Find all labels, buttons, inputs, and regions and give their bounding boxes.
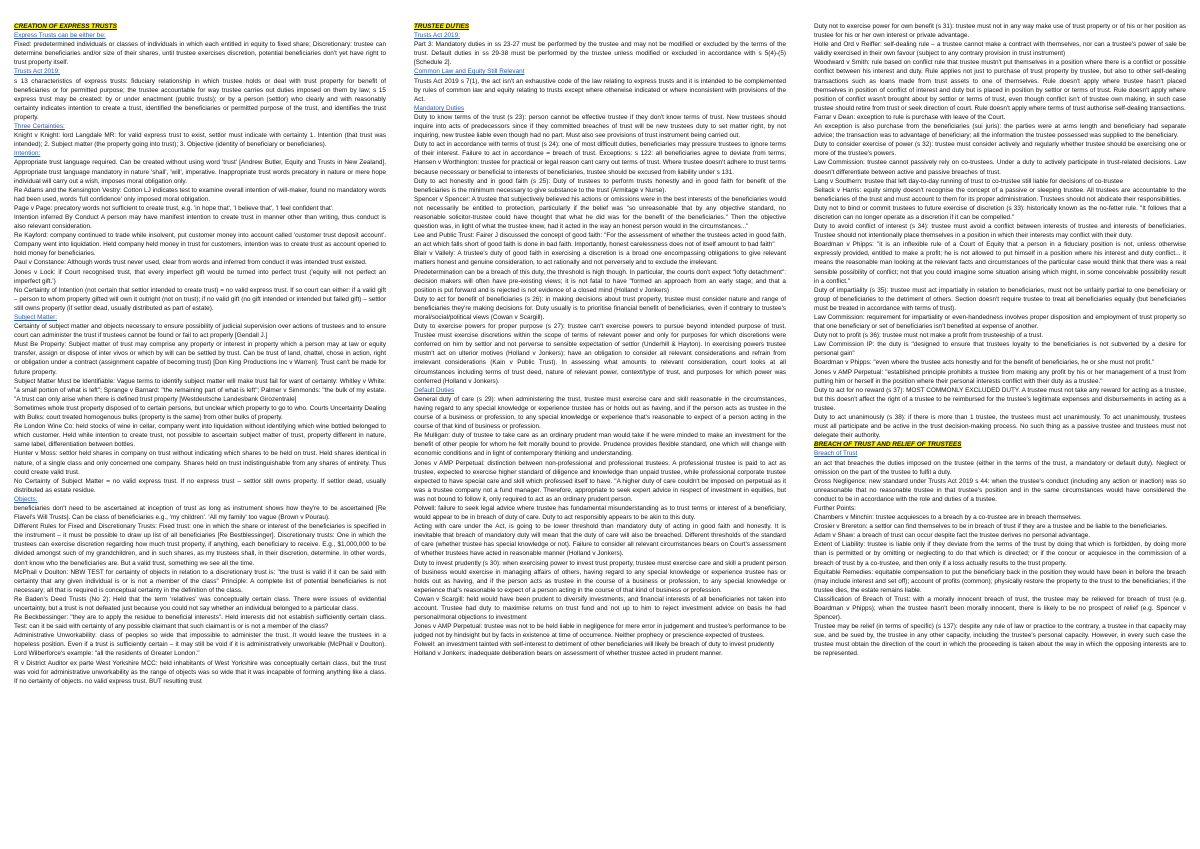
paragraph: Lang v Southern: trustee that left day-to-day running of trust to co-trustee still liable for decisions of co-trustee	[814, 177, 1124, 185]
subheading: Common Law and Equity Still Relevant	[414, 68, 525, 76]
paragraph: Folwell: an investment tainted with self-interest to detriment of other beneficiaries will likely be breach of duty to invest prudently	[414, 641, 775, 649]
paragraph: Duty of impartiality (s 35): trustee must act impartially in relation to beneficiaries, must not be unfairly partial to one beneficiary or group of beneficiaries to the detriment of others. Section doesn't require trustee to treat all beneficiaries equally (but beneficiaries must be treated in accordance with terms of trust).	[814, 286, 1186, 312]
paragraph: Crosier v Brereton: a settlor can find themselves to be in breach of trust if they are a trustee and be liable to the beneficiaries.	[814, 523, 1168, 531]
paragraph: Paul v Constance: Although words trust never used, clear from words and inferred from conduct it was intended trust existed.	[14, 259, 367, 267]
paragraph: General duty of care (s 29): when administering the trust, trustee must exercise care and skill reasonable in the circumstances, having regard to any special knowledge or experience trustee has or holds out as having, and if the person acts as trustee in the course of a business or profession, to any special knowledge or experience that's reasonable to expect of a person acting in the course of that kind of business or profession.	[414, 395, 786, 431]
paragraph: Predetermination can be a breach of this duty, the threshold is high though. In particular, the courts don't expect "lofty detachment": decision makers will often have pre-existing views; it is not fatal to have "formed an approach from an early stage; and that a position is put forward and is rejected is not evidence of a closed mind (Holland v Jonkers)	[414, 268, 786, 294]
paragraph: Hunter v Moss: settlor held shares in company on trust without indicating which shares to be held on trust. Held shares identical in nature, of a single class and only concerned one company. Shares held on trust indistinguishable from any shares of entirety. Thus could create valid trust.	[14, 450, 386, 476]
subheading: Subject Matter:	[14, 314, 57, 321]
paragraph: Holland v Jonkers: inadequate deliberation bears on assessment of whether trustee acted in prudent manner.	[414, 650, 723, 658]
paragraph: Duty to act for benefit of beneficiaries (s 26): in making decisions about trust property, trustee must consider nature and range of beneficiaries they're making decisions for. Duty usually is to prioritise financial benefit of beneficiaries, even if contrary to trustee's moral/social/political views (Cowan v Scargill).	[414, 295, 786, 321]
paragraph: beneficiaries don't need to be ascertained at inception of trust as long as instrument shows how they're to be ascertained [Re Flavel's Will Trusts]. Can be class of beneficiaries e.g., 'my children'. 'All my family' too vague (Brown v Pourau).	[14, 504, 386, 522]
paragraph: Gross Negligence: new standard under Trusts Act 2019 s 44: when the trustee's conduct (including any action or inaction) was so unreasonable that no reasonable trustee in that trustee's position and in the same circumstances would have considered the conduct to be in accordance with the role and duties of a trustee.	[814, 477, 1186, 503]
paragraph: Boardman v Phipps: "even where the trustee acts honestly and for the benefit of beneficiaries, he or she must not profit."	[814, 359, 1155, 367]
paragraph: Re Adams and the Kensington Vestry: Cotton LJ indicates test to examine overall intention of will-maker, found no mandatory words had been used, words 'full confidence' only imposed moral obligation.	[14, 186, 386, 203]
paragraph: Duty to act for no reward (s 37): MOST COMMONLY EXCLUDED DUTY. A trustee must not take any reward for acting as a trustee, but this doesn't affect the right of a trustee to be reimbursed for the trustee's legitimate expenses and disbursements in acting as a trustee.	[814, 386, 1186, 412]
paragraph: Trustee may be relief (in terms of specific) (s 137): despite any rule of law or practice to the contrary, a trustee in that capacity may sue, and be sued by, the trustee in any other capacity, including the trustee's personal capacity. However, in every such case the trustee must obtain the direction of the court in which the proceeding is taken about the way in which the opposing interests are to be represented.	[814, 623, 1186, 658]
paragraph: Further Points:	[814, 504, 856, 512]
paragraph: s 13 characteristics of express trusts: fiduciary relationship in which trustee holds or deal with trust property for benefit of beneficiaries or for permitted purpose; the trustee accountable for way trustee carries out duties imposed on them by law; s 15 express trust may be created: by or under enactment (public trusts); or by a person (settlor) who clearly and with reasonably certainty indicates intention to create a trust, identified the beneficiaries or permitted purpose of the trust, and identifies the trust property.	[14, 77, 386, 121]
section-title: BREACH OF TRUST AND RELIEF OF TRUSTEES	[814, 441, 962, 449]
paragraph: Duty to act in accordance with terms of trust (s 24): one of most difficult duties, beneficiaries may pressure trustees to ignore terms of their interest. Failure to act in accordance = breach of trust. Exceptions: s 122: all beneficiaries agree to deviate from terms; Hansen v Worthington: trustee for practical or legal reason cant carry out terms of trust. Where trustee doesn't adhere to trust terms because necessary or beneficial to interests of beneficiaries, trustee should be excused from liability under s 131.	[414, 141, 786, 176]
paragraph: An exception is also purchase from the beneficiaries (sui juris): the parties were at arms length and beneficiary had separate advice; the transaction was to advantage of beneficiary; all the information the trustee possessed was supplied to the beneficiary.	[814, 123, 1186, 140]
paragraph: Boardman v Phipps: "it is an inflexible rule of a Court of Equity that a person in a fiduciary position is not, unless otherwise expressly provided, entitled to make a profit; he is not allowed to put himself in a position where his interest and duty conflict... it means the reasonable man looking at the relevant facts and circumstances of the particular case would think that there was a real sensible possibility of conflict; not that you could imagine some situation arising which might, in some conceivable possibility result in a conflict."	[814, 241, 1186, 285]
paragraph: Duty not to profit (s 36): trustee must not make a profit from trusteeship of a trust.	[814, 332, 1044, 340]
paragraph: Holle and Ord v Reiffer: self-dealing rule – a trustee cannot make a contract with themselves, nor can a trustee's power of sale be validly exercised in their own favour (subject to any contrary provision in trust instrument)	[814, 41, 1186, 58]
subheading: Express Trusts can be either be:	[14, 32, 106, 40]
paragraph: Re Baden's Deed Trusts (No 2): Held that the term 'relatives' was conceptually certain class. There were issues of evidential uncertainty, but a trust is not defeated just because you could not say whether an individual belonged to a particular class.	[14, 595, 386, 612]
subheading: Default Duties	[414, 386, 455, 394]
paragraph: Re London Wine Co: held stocks of wine in cellar, company went into liquidation without identifying which wine bottled belonged to which customer. Held while intention to create trust, not possible to ascertain subject matter of trust, property different in nature, same label, differentiation between bottles.	[14, 423, 386, 449]
paragraph: R v District Auditor ex parte West Yorkshire MCC: held inhabitants of West Yorkshire was conceptually certain class, but the trust was void for administrative unworkability as the range of objects was so wide that it was incapable of forming anything like a class. If no certainty of objects. no valid express trust. BUT resulting trust	[14, 659, 386, 685]
paragraph: Different Rules for Fixed and Discretionary Trusts: Fixed trust: one in which the share or interest of the beneficiaries is specified in the instrument – it must be possible to draw up list of all beneficiaries [Re Bestblessinger]. Discretionary trusts: One in which the trustees can exercise discretion regarding how much trust property, if anything, each beneficiary to receive. E.g., $1,000,000 to be divided amongst such of my grandchildren, and in such shares, as my trustees shall, in their discretion, determine. In other words, don't know who the beneficiaries are. But a valid trust, something we see all the time.	[14, 523, 386, 567]
paragraph: Re Kayford: company continued to trade while insolvent, put customer money into account called 'customer trust deposit account'. Company went into liquidation. Held company held money in trust for customers, intention was to create trust as account opened to hold money for beneficiaries.	[14, 232, 386, 258]
paragraph: Jones v AMP Perpetual: trustee was not to be held liable in negligence for mere error in judgement and trustee's performance to be judged not by hindsight but by facts in existence at time of occurrence. Neither prophecy or prescience expected of trustees.	[414, 623, 786, 640]
paragraph: Equitable Remedies: equitable compensation to put the beneficiary back in the position they would have been in before the breach (may include interest and set off); account of profits (common); physically restore the property to the trust to the beneficiaries; if the trustee dies, the estate remains liable.	[814, 568, 1186, 594]
paragraph: Jones v AMP Perpetual: distinction between non-professional and professional trustees. A professional trustee is paid to act as trustee, expected to exercise higher standard of diligence and knowledge than unpaid trustee, while professional corporate trustee expected to have special care and skill which professed itself to have. "A higher duty of care couldn't be imposed on perpetual as it was a trustee company not a fund manager. Therefore, appropriate to seek expert advice in respect of investment in equities, but was not bound to follow it, only required to act as an ordinary prudent person.	[414, 459, 786, 503]
paragraph: Duty not to exercise power for own benefit (s 31): trustee must not in any way make use of trust property or of his or her position as trustee for his or her own interest or private advantage.	[814, 23, 1186, 40]
paragraph: Cowan v Scargill: held would have been prudent to diversify investments, and financial interests of all beneficiaries not taken into account. Trustee had duty to maximise returns on trust fund and not up to him to reject investment advice on basis he had personal/moral objections to investment	[414, 595, 786, 622]
paragraph: Duty to act unanimously (s 38): if there is more than 1 trustee, the trustees must act unanimously. To act unanimously, trustees must all participate and be active in the trust decision-making process. No such thing as a passive trustee and trustees must not delegate their authority.	[814, 414, 1186, 440]
subheading: Intention:	[14, 150, 41, 158]
paragraph: Duty to exercise powers for proper purpose (s 27): trustee can't exercise powers to pursue beyond intended purpose of trust. Trustee must exercise discretions within the scope of terms of relevant power and only for purposes for which discretions were conferred on him by settlor and not perverse to sensible expectation of settlor (Underhill & Hayton). In exercising powers trustee mustn't act on ulterior motives (Holland v Jonkers); have an obligation to consider all relevant considerations and refrain from irrelevant considerations (Kain v Public Trust). In assessing what amounts to relevant consideration, court looks at all circumstances including terms of trust deed, nature of relevant power, context/type of trust, and purposes for which power was conferred (Holland v Jonkers).	[414, 323, 786, 385]
paragraph: Duty to know terms of the trust (s 23): person cannot be effective trustee if they don't know terms of trust. New trustees should inquire into acts of predecessors since if they committed breaches of trust will be new trustees duty to set matter right, by not inquiring, new trustee liable even though had no part. Must also see provisions of trust instrument being carried out.	[414, 113, 786, 140]
paragraph: Fixed: predetermined individuals or classes of individuals in which each entitled in equity to fixed share; Discretionary: trustee can determine beneficiaries and/or size of their shares, until trustee exercises discretion, potential beneficiaries don't yet have right to trust property itself.	[14, 41, 386, 67]
paragraph: Jones v AMP Perpetual: "established principle prohibits a trustee from making any profit by his or her management of a trust from putting him or herself in the position where their personal interests conflict with their duty as a trustee."	[814, 368, 1186, 385]
paragraph: Subject Matter Must be Identifiable: Vague terms to identify subject matter will make trust fail for want of certainty: Whitley v White: "a small portion of what is left"; Sprange v Barnard: "the remaining part of what is left"; Palmer v Simmonds: "the bulk of my estate. "A trust can only arise when there is defined trust property [Westdeutsche Landesbank Girozentrale]	[14, 377, 386, 403]
paragraph: No Certainty of Subject Matter = no valid express trust. If no express trust – settlor still owns property. If settlor dead, usually distributed as estate residue.	[14, 477, 386, 494]
paragraph: Duty to consider exercise of power (s 32): trustee must consider actively and regularly whether trustee should be exercising one or more of the trustee's powers.	[814, 141, 1186, 158]
paragraph: Law Commission: requirement for impartiality or even-handedness involves proper disposition and employment of trust property so that one beneficiary or set of beneficiaries isn't benefited at expense of another.	[814, 314, 1186, 331]
paragraph: Jones v Lock: if Court recognised trust, that every imperfect gift would be turned into perfect trust ('equity will not perfect an imperfect gift.')	[14, 268, 386, 285]
paragraph: Re Beckbessinger: "they are to apply the residue to beneficial interests". Held interests did not establish sufficiently certain class. Test: can it be said with certainty of any possible claimant that such claimant is or is not a member of the class?	[14, 614, 386, 631]
paragraph: Re Mulligan: duty of trustee to take care as an ordinary prudent man would take if he were minded to make an investment for the benefit of other people for whom he felt morally bound to provide. Prudence provides flexible standard, one which will change with economic conditions and in light of contemporary thinking and understanding.	[414, 432, 786, 458]
paragraph: Blair v Vallely: A trustee's duty of good faith in exercising a discretion is a broad one encompassing obligations to give relevant matters honest and genuine consideration, to act rationally and not perversely and to exclude the irrelevant.	[414, 250, 786, 267]
paragraph: Extent of Liability: trustee is liable only if they deviate from the terms of the trust by doing that which is forbidden, by doing more than is permitted or by omitting or neglecting to do that which is directed; or if the concur or acquiesce in the commission of a breach of trust by a co-trustee, and then only if a loss actually results to the trust property.	[814, 541, 1186, 567]
subheading: Breach of Trust	[814, 450, 858, 458]
paragraph: McPhail v Doulton: NBW TEST for certainty of objects in relation to a discretionary trust is: "the trust is valid if it can be said with certainty that any given individual is or is not a member of the class" Principle: A complete list of potential beneficiaries is not necessary; all that is required is conceptual certainty in the definition of the class.	[14, 568, 386, 594]
paragraph: Law Commission: trustee cannot passively rely on co-trustees. Under a duty to actively participate in trust-related decisions. Law doesn't differentiate between active and passive breaches of trust.	[814, 159, 1186, 176]
paragraph: Duty to act honestly and in good faith (s 25): Duty of trustees to perform trusts honestly and in good faith for benefit of the beneficiaries is the minimum necessary to give substance to the trust (Armitage v Nurse).	[414, 177, 786, 194]
paragraph: No Certainty of Intention (not certain that settlor intended to create trust) = no valid express trust. If so court can either: if a valid gift – person to whom property gifted will own it outright (not on trust); if no valid gift (no gift intended or intended but failed gift) – settlor still owns property (if settlor dead, usually distributed as part of estate).	[14, 286, 386, 312]
paragraph: Knight v Knight: lord Langdale MR: for valid express trust to exist, settlor must indicate with certainty 1. Intention (that trust was intended); 2. Subject matter (the property going into trust); 3. Objective (identity of beneficiary or beneficiaries).	[14, 132, 386, 149]
paragraph: Intention inferred By Conduct A person may have manifest intention to create trust in manner other than writing, thus conduct is also relevant consideration.	[14, 213, 386, 231]
paragraph: Part 3: Mandatory duties in ss 23-27 must be performed by the trustee and may not be modified or excluded by the terms of the trust. Default duties in ss 29-38 must be performed by the trustee unless modified or excluded in accordance with s 5(4)-(5) [Schedule 2].	[414, 41, 786, 67]
paragraph: Lee and Public Trust: Fairer J discussed the concept of good faith: "For the assessment of whether the trustees acted in good faith, an act which falls short of good faith is done in bad faith. Importantly, honest carelessness does not of itself amount to bad faith"	[414, 232, 786, 249]
paragraph: Duty to invest prudently (s 30): when exercising power to invest trust property, trustee must exercise care and skill a prudent person of business would exercise in managing affairs of others, having regard to any special knowledge or experience trustee has or holds out as having, and if the person acts as trustee in the course of a business or profession, to any special knowledge or experience that's reasonable to expect of a person acting in the course of that kind of business or profession.	[414, 559, 786, 594]
paragraph: Must Be Property: Subject matter of trust may comprise any property or interest in property which a person may at law or equity transfer, assign or dispose of inter vivos or which by will can be settled by trust. Can be trust of land, chattel, chose in action, right or obligation under a contract (assignment capable of becoming trust) [Don King Productions Inc v Warren]. Trust can't be made for future property.	[14, 341, 386, 376]
paragraph: Trusts Act 2019 s 7(1), the act isn't an exhaustive code of the law relating to express trusts and it is intended to be complemented by rules of common law and equity relating to trusts except where otherwise indicated or where inconsistent with provisions of the Act.	[414, 77, 786, 103]
column-3	[814, 22, 1186, 842]
paragraph: Sellack v Harris: equity simply doesn't recognise the concept of a passive or sleeping trustee. All trustees are accountable to the beneficiaries of the trust and must account to them for its proper administration. Trustees should not abdicate their responsibilities.	[814, 186, 1186, 203]
subheading: Three Certainties:	[14, 123, 65, 131]
subheading: Trusts Act 2019:	[14, 68, 60, 76]
paragraph: Polwell: failure to seek legal advice where trustee has fundamental misunderstanding as to trust terms or interest of a beneficiary, would appear to be in breach of duty of care. Duty to act responsibly appears to be akin to this duty.	[414, 504, 786, 522]
paragraph: Sometimes whole trust property disposed of to certain persons, but unclear which property to go to who. Courts Uncertainty Dealing with Bulks: court treated homogenous bulks (property is the same) from other bulks of property.	[14, 404, 386, 422]
paragraph: Classification of Breach of Trust: with a morally innocent breach of trust, the trustee may be relieved for breach of trust (e.g. Boardman v Phipps); when the trustee hasn't been morally innocent, there is likely to be no prospect of relief (e.g. Spencer v Spencer).	[814, 595, 1186, 622]
paragraph: Law Commission IP: the duty is "designed to ensure that trustees loyalty to the beneficiaries is not subverted by a desire for personal gain"	[814, 341, 1186, 358]
subheading: Trusts Act 2019:	[414, 32, 460, 40]
section-title: CREATION OF EXPRESS TRUSTS	[14, 23, 117, 30]
paragraph: Appropriate trust language required. Can be created without using word 'trust' [Andrew Butler, Equity and Trusts in New Zealand]. Appropriate trust language mandatory in nature 'shall', 'will', imperative. Inappropriate trust words precatory in nature or mere hope individual will carry out a wish, imposes moral obligation only.	[14, 159, 386, 185]
subheading: Mandatory Duties	[414, 104, 465, 112]
column-1	[14, 22, 386, 842]
paragraph: Spencer v Spencer: A trustee that subjectively believed his actions or omissions were in the best interests of the beneficiaries would not necessarily be entitled to protection, particularly if the belief was "so unreasonable that by any objective standard, no reasonable solicitor-trustee could have thought that what he did was for the benefit of the beneficiaries." Then the objective question was, in light of what the trustee knew, had it acted in the way an honest person would in the circumstances..."	[414, 195, 786, 231]
paragraph: Acting with care under the Act, is going to be lower threshold than mandatory duty of acting in good faith and honestly. It is inevitable that breach of mandatory duty will mean that the duty of care will also be breached. Different thresholds of the standard of care (whether trustee has special knowledge or not). Failure to consider all relevant circumstances bears on Court's assessment of whether trustees have acted in reasonable manner (Holland v Jonkers).	[414, 523, 786, 558]
paragraph: Farrar v Dean: exception to rule is purchase with leave of the Court.	[814, 113, 1006, 121]
section-title: TRUSTEE DUTIES	[414, 23, 470, 30]
column-2	[414, 22, 786, 842]
paragraph: Chambers v Minchin: trustee acquiesces to a breach by a co-trustee are in breach themselves.	[814, 514, 1082, 522]
subheading: Objects:	[14, 495, 38, 503]
paragraph: Woodward v Smith: rule based on conflict rule that trustee mustn't put themselves in a position where there is a conflict or possible conflict between his interest and duty. Rule applies not just to purchase of trust property by trustee, but also to other self-dealing transactions such as loans made from trust assets to one of themselves. Rule doesn't apply where trustee hasn't placed themselves in position of conflict of interest and duty but is placed in position by settlor or terms of trust. Rule doesn't apply where position of conflict wasn't brought about by settlor or terms of trust, even though conflict isn't of trustee own making, in such case trustee should retire from trust or seek direction of court. Rule doesn't apply where terms of trust authorise self-dealing transactions.	[814, 59, 1186, 112]
paragraph: an act that breaches the duties imposed on the trustee (either in the terms of the trust, a mandatory or default duty). Neglect or omission on the part of the trustee to fulfil a duty.	[814, 459, 1186, 476]
paragraph: Administrative Unworkability: class of peoples so wide that impossible to administer the trust. It would leave the trustees in a hopeless position. Even if a trust is sufficiently certain – it may still be void if it is administratively unworkable (McPhail v Doulton). Lord Wilberforce's example: "all the residents of Greater London."	[14, 632, 386, 658]
paragraph: Duty not to bind or commit trustees to future exercise of discretion (s 33): historically known as the no-fetter rule. "It follows that a discretion can no longer operate as a discretion if it can be compelled."	[814, 204, 1186, 221]
paragraph: Adam v Shaw: a breach of trust can occur despite fact the trustee derives no personal advantage.	[814, 532, 1091, 540]
paragraph: Page v Page: precatory words not sufficient to create trust, e.g. 'in hope that', 'I believe that', 'I feel confident that'.	[14, 204, 334, 212]
paragraph: Duty to avoid conflict of interest (s 34): trustee must avoid a conflict between interests of trustee and interests of beneficiaries. Trustee should not intentionally place themselves in a position in which their interests may conflict with their duty.	[814, 223, 1186, 240]
paragraph: Certainty of subject matter and objects necessary to ensure possibility of judicial supervision over actions of trustees and to ensure court can administer the trust if trustees cannot be found or fail to act properly [Gendall J.]	[14, 323, 386, 340]
